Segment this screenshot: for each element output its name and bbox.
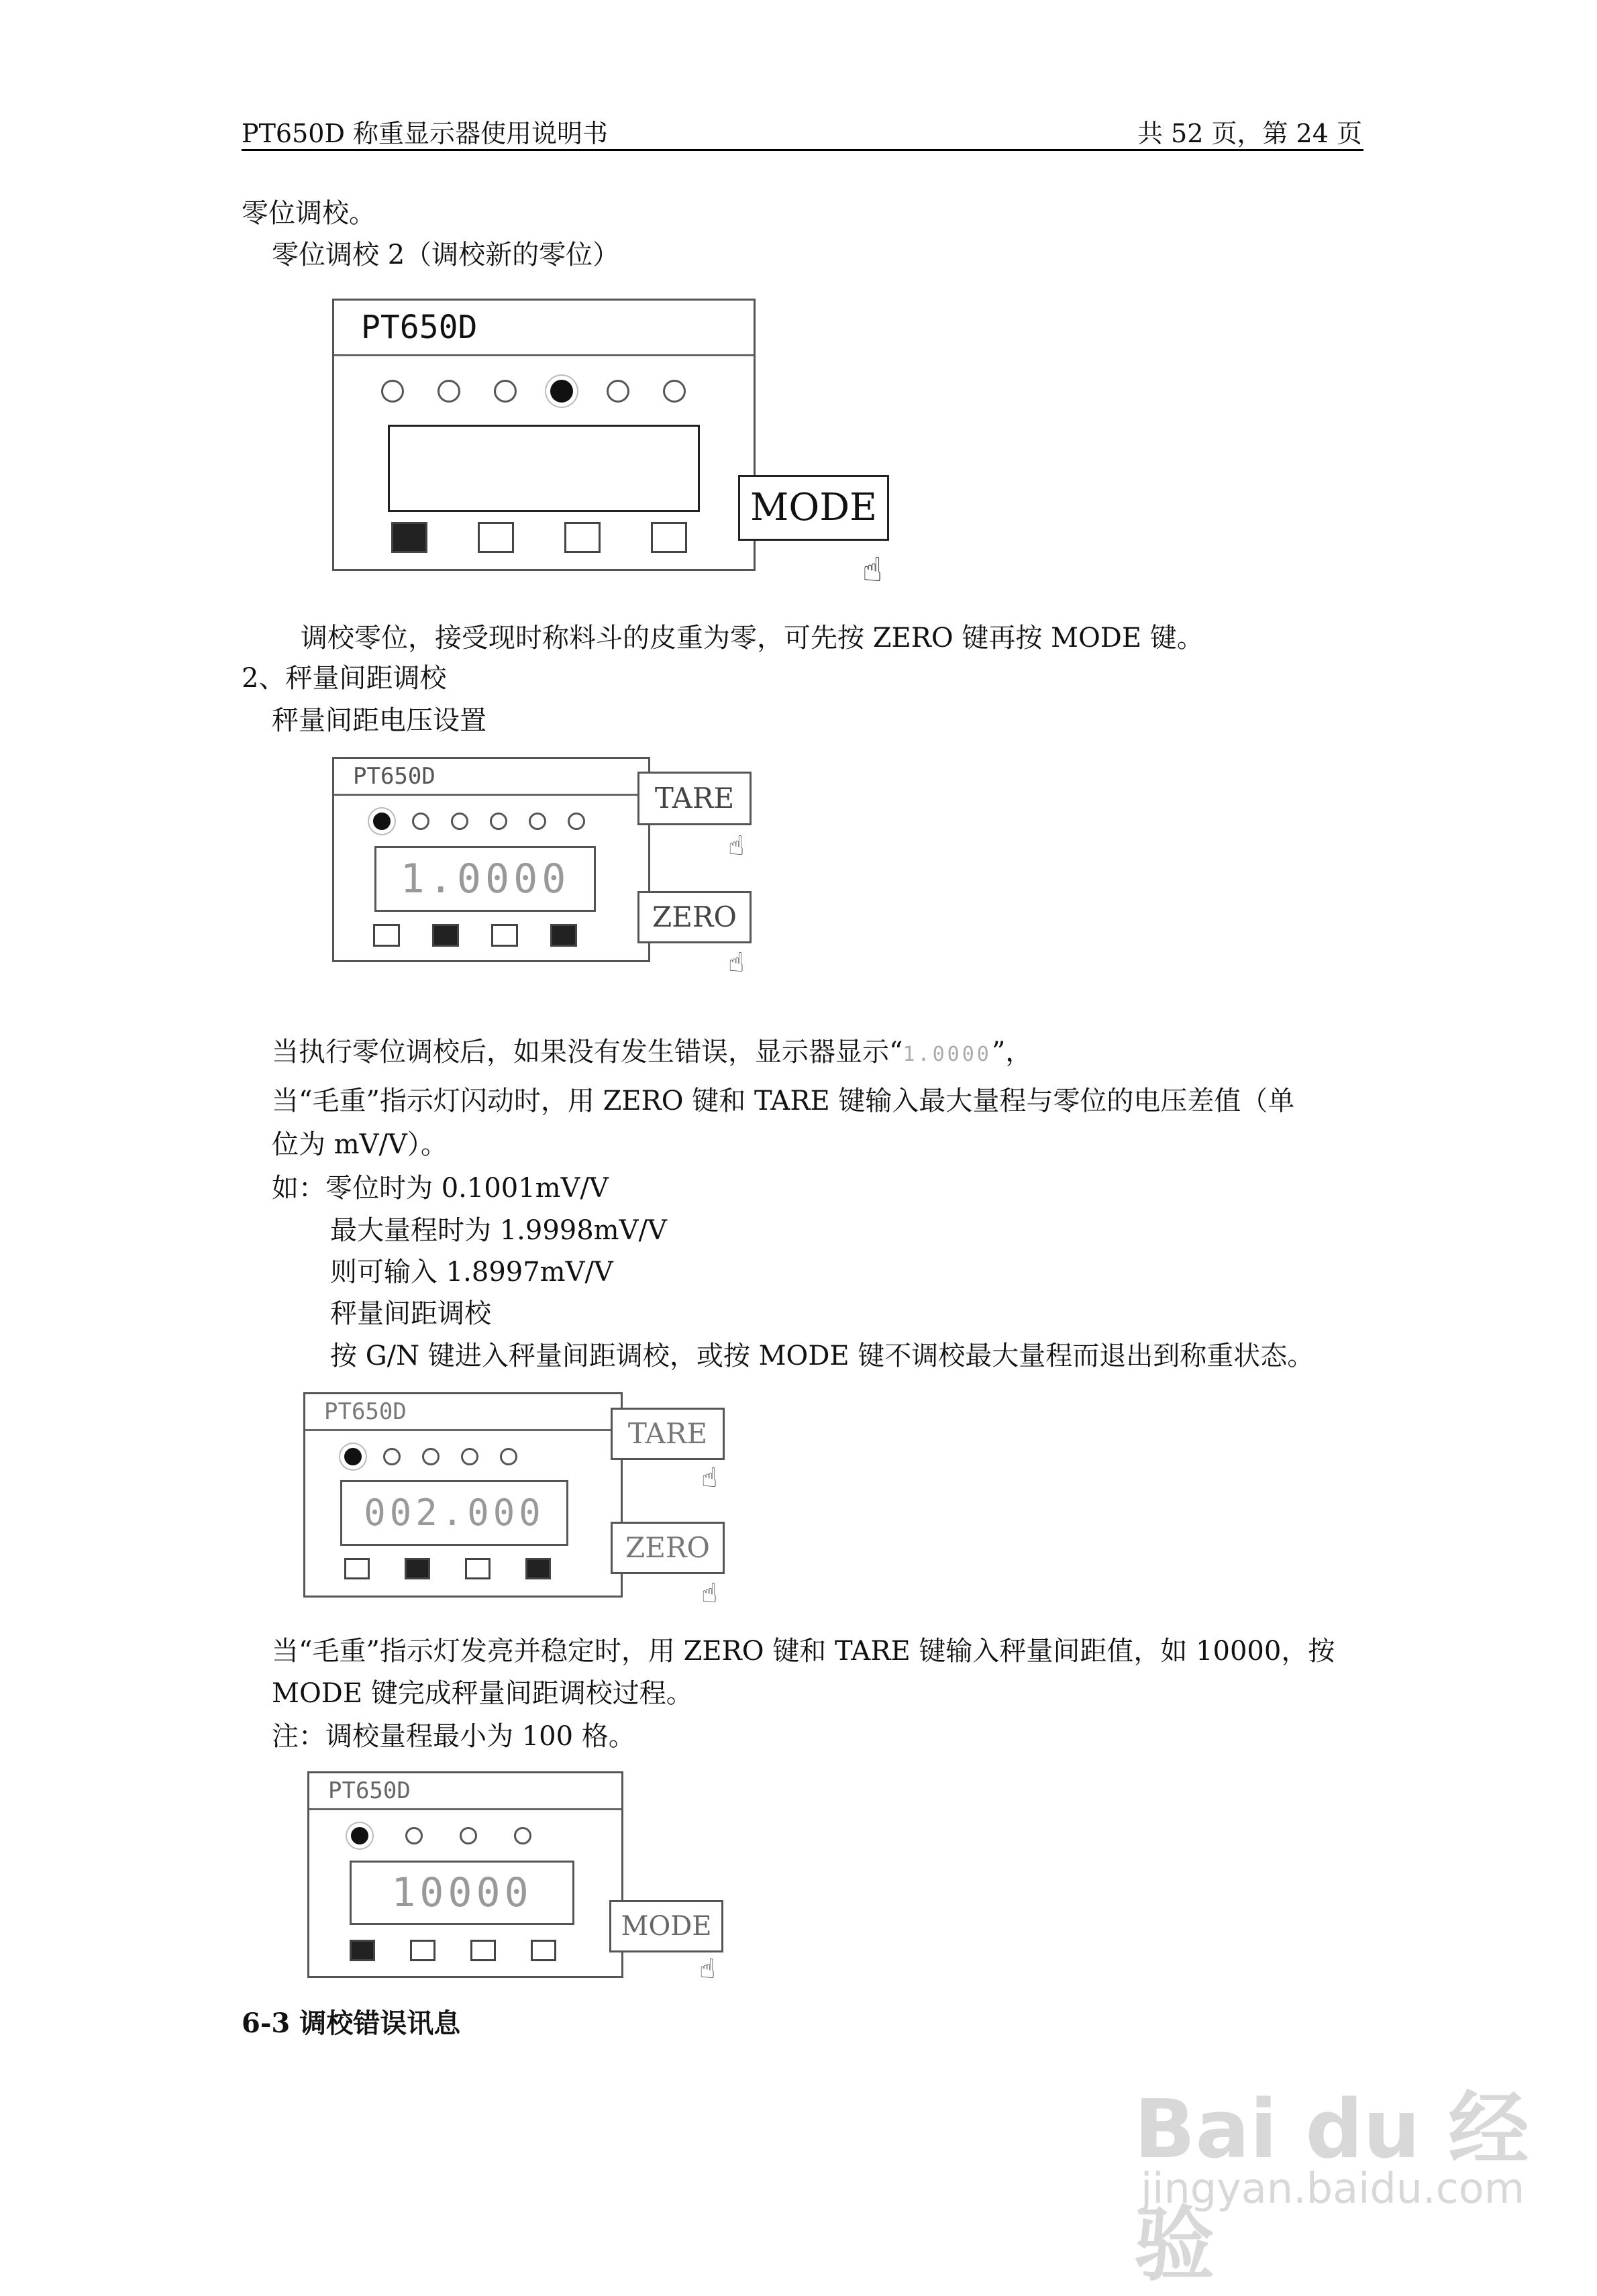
mode-key-label: MODE — [609, 1900, 723, 1952]
text-line: 如：零位时为 0.1001mV/V — [272, 1173, 609, 1204]
led-indicator — [514, 1827, 531, 1844]
device-button — [405, 1558, 430, 1579]
device-buttons — [391, 522, 687, 553]
device-model-label: PT650D — [309, 1773, 621, 1810]
device-screen: 1.0000 — [374, 846, 596, 912]
led-indicator — [451, 813, 468, 830]
led-indicator — [494, 380, 517, 403]
led-indicator-flashing — [344, 1448, 362, 1465]
indicator-leds — [351, 1827, 531, 1844]
hand-press-icon: ☝ — [699, 1954, 716, 1985]
device-buttons — [373, 924, 577, 947]
led-indicator — [422, 1448, 440, 1465]
hand-press-icon: ☝ — [701, 1578, 718, 1609]
text-line: 当“毛重”指示灯闪动时，用 ZERO 键和 TARE 键输入最大量程与零位的电压差值（单 — [272, 1086, 1295, 1116]
indicator-leds — [373, 813, 585, 830]
zero-key-label: ZERO — [637, 891, 752, 943]
device-button — [651, 522, 687, 553]
led-indicator-flashing — [550, 380, 573, 403]
device-model-label: PT650D — [334, 301, 754, 356]
device-button — [491, 924, 518, 947]
led-indicator — [500, 1448, 517, 1465]
device-diagram-1 — [332, 299, 756, 571]
text-line: 位为 mV/V）。 — [272, 1129, 448, 1160]
text-line: MODE 键完成秤量间距调校过程。 — [272, 1678, 693, 1709]
device-buttons — [350, 1940, 556, 1961]
text-line: 注：调校量程最小为 100 格。 — [272, 1721, 635, 1752]
text-fragment: 当执行零位调校后，如果没有发生错误，显示器显示“ — [272, 1037, 903, 1067]
tare-key-label: TARE — [637, 772, 752, 825]
text-line — [272, 1035, 1032, 1072]
device-diagram-4 — [307, 1771, 623, 1978]
device-button — [410, 1940, 435, 1961]
device-model-label: PT650D — [305, 1394, 621, 1431]
device-button — [470, 1940, 496, 1961]
device-buttons — [344, 1558, 551, 1579]
led-indicator — [607, 380, 629, 403]
led-indicator — [663, 380, 686, 403]
device-screen — [388, 425, 700, 512]
device-model-label: PT650D — [334, 759, 648, 796]
led-indicator-flashing — [351, 1827, 368, 1844]
inline-display-reading: 1.0000 — [903, 1043, 992, 1066]
watermark-logo: Bai du 经验 — [1134, 2083, 1529, 2292]
header-divider — [242, 149, 1363, 151]
device-button — [344, 1558, 370, 1579]
hand-press-icon: ☝ — [701, 1463, 718, 1494]
led-indicator — [437, 380, 460, 403]
device-button — [550, 924, 577, 947]
device-screen: 002.000 — [340, 1480, 568, 1546]
text-fragment: ”， — [991, 1037, 1033, 1067]
header-title: PT650D 称重显示器使用说明书 — [242, 119, 608, 148]
hand-press-icon: ☝ — [728, 947, 745, 978]
indicator-leds — [381, 380, 686, 403]
led-indicator — [529, 813, 546, 830]
led-indicator — [490, 813, 507, 830]
device-diagram-3 — [303, 1392, 623, 1598]
device-button — [432, 924, 459, 947]
text-line: 调校零位，接受现时称料斗的皮重为零，可先按 ZERO 键再按 MODE 键。 — [301, 623, 1204, 654]
device-button — [478, 522, 514, 553]
indicator-leds — [344, 1448, 517, 1465]
device-button — [564, 522, 601, 553]
zero-key-label: ZERO — [611, 1522, 725, 1574]
device-button — [525, 1558, 551, 1579]
hand-press-icon: ☝ — [728, 831, 745, 862]
led-indicator — [461, 1448, 478, 1465]
led-indicator — [381, 380, 404, 403]
led-indicator-flashing — [373, 813, 391, 830]
section-heading: 2、秤量间距调校 — [242, 663, 447, 694]
device-button — [373, 924, 400, 947]
watermark-url: jingyan.baidu.com — [1141, 2164, 1525, 2213]
led-indicator — [383, 1448, 401, 1465]
hand-press-icon: ☝ — [862, 550, 883, 589]
tare-key-label: TARE — [611, 1408, 725, 1460]
mode-key-label: MODE — [738, 475, 889, 541]
text-line: 最大量程时为 1.9998mV/V — [330, 1215, 667, 1246]
device-button — [465, 1558, 491, 1579]
led-indicator — [412, 813, 429, 830]
text-line: 秤量间距调校 — [330, 1298, 491, 1329]
device-screen: 10000 — [350, 1861, 574, 1925]
text-line: 则可输入 1.8997mV/V — [330, 1257, 613, 1288]
section-heading: 6-3 调校错误讯息 — [242, 2007, 461, 2039]
device-diagram-2 — [332, 757, 650, 962]
device-button — [531, 1940, 556, 1961]
header-page-count: 共 52 页，第 24 页 — [1137, 119, 1362, 148]
led-indicator — [405, 1827, 423, 1844]
text-line: 秤量间距电压设置 — [272, 705, 486, 736]
led-indicator — [460, 1827, 477, 1844]
text-line: 零位调校 2（调校新的零位） — [272, 240, 620, 270]
device-button — [391, 522, 427, 553]
text-line: 零位调校。 — [242, 198, 376, 229]
led-indicator — [568, 813, 585, 830]
text-line: 当“毛重”指示灯发亮并稳定时，用 ZERO 键和 TARE 键输入秤量间距值，如 10000，按 — [272, 1636, 1335, 1667]
device-button — [350, 1940, 375, 1961]
text-line: 按 G/N 键进入秤量间距调校，或按 MODE 键不调校最大量程而退出到称重状态。 — [330, 1341, 1315, 1371]
